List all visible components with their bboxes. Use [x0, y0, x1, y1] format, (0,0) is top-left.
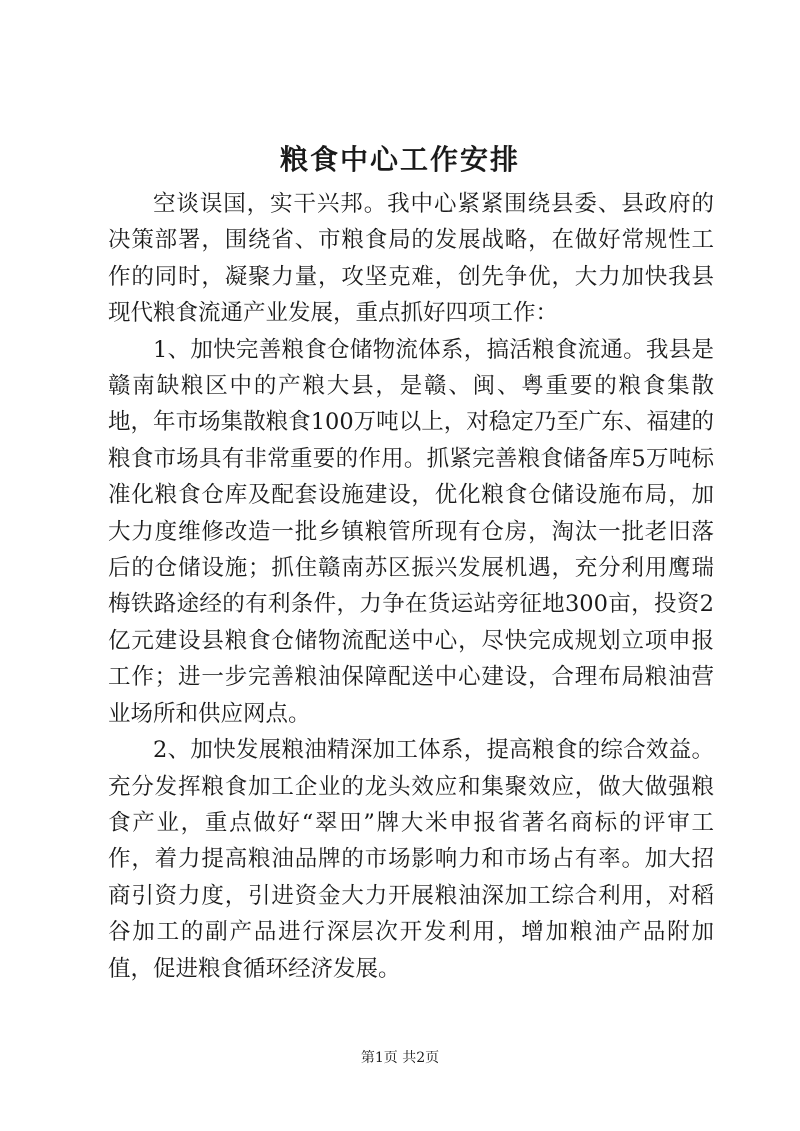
document-title: 粮食中心工作安排 — [279, 143, 520, 176]
intro-paragraph: 空谈误国，实干兴邦。我中心紧紧围绕县委、县政府的决策部署，围绕省、市粮食局的发展战略，在做好常规性工作的同时，凝聚力量，攻坚克难，创先争优，大力加快我县现代粮食流通产业发展，重点抓好四项工作： — [108, 191, 714, 327]
document-body — [108, 186, 714, 987]
section-2-paragraph: 2、加快发展粮油精深加工体系，提高粮食的综合效益。充分发挥粮食加工企业的龙头效应和集聚效应，做大做强粮食产业，重点做好“翠田”牌大米申报省著名商标的评审工作，着力提高粮油品牌的市场影响力和市场占有率。加大招商引资力度，引进资金大力开展粮油深加工综合利用，对稻谷加工的副产品进行深层次开发利用，增加粮油产品附加值，促进粮食循环经济发展。 — [108, 737, 714, 982]
page-footer: 第1页 共2页 — [360, 1050, 440, 1066]
section-1-paragraph: 1、加快完善粮食仓储物流体系，搞活粮食流通。我县是赣南缺粮区中的产粮大县，是赣、闽、粤重要的粮食集散地，年市场集散粮食100万吨以上，对稳定乃至广东、福建的粮食市场具有非常重要的作用。抓紧完善粮食储备库5万吨标准化粮食仓库及配套设施建设，优化粮食仓储设施布局，加大力度维修改造一批乡镇粮管所现有仓房，淘汰一批老旧落后的仓储设施；抓住赣南苏区振兴发展机遇，充分利用鹰瑞梅铁路途经的有利条件，力争在货运站旁征地300亩，投资2亿元建设县粮食仓储物流配送中心，尽快完成规划立项申报工作；进一步完善粮油保障配送中心建设，合理布局粮油营业场所和供应网点。 — [108, 336, 714, 727]
